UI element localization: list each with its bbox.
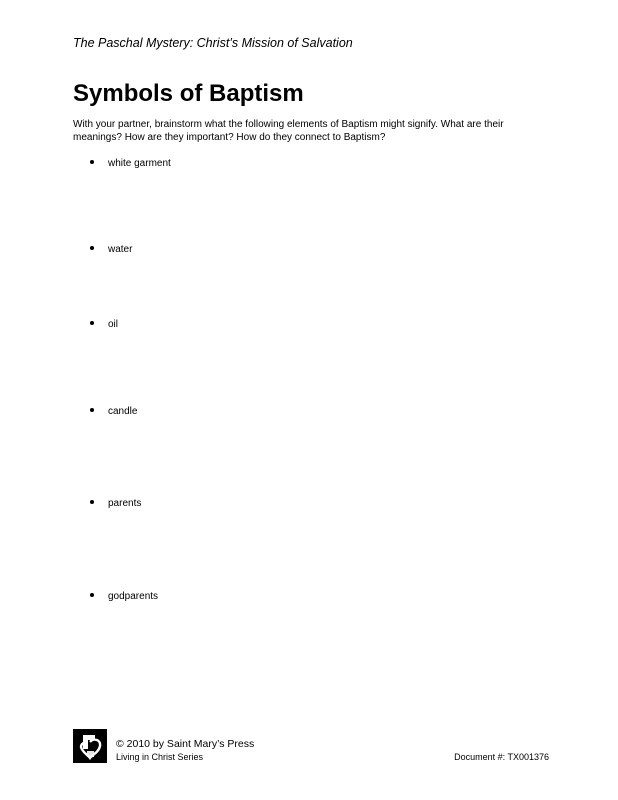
list-item-label: parents bbox=[108, 498, 142, 509]
list-item-label: godparents bbox=[108, 591, 159, 602]
running-header: The Paschal Mystery: Christ’s Mission of Salvation bbox=[73, 36, 353, 50]
list-item-label: water bbox=[108, 244, 133, 255]
bullet-icon bbox=[90, 500, 94, 504]
page-title: Symbols of Baptism bbox=[73, 80, 304, 107]
list-item-godparents bbox=[90, 591, 158, 603]
bullet-icon bbox=[90, 160, 94, 164]
list-item-white-garment bbox=[90, 158, 171, 170]
bullet-icon bbox=[90, 408, 94, 412]
list-item-parents bbox=[90, 498, 141, 510]
bullet-icon bbox=[90, 246, 94, 250]
bullet-icon bbox=[90, 321, 94, 325]
instructions-text: With your partner, brainstorm what the following elements of Baptism might signify. What are their meanings? How are they important? How do they connect to Baptism? bbox=[73, 119, 504, 143]
publisher-logo-icon bbox=[73, 729, 107, 763]
publisher-logo-graphic bbox=[73, 729, 107, 763]
footer-copyright: © 2010 by Saint Mary’s Press bbox=[116, 738, 255, 750]
list-item-label: white garment bbox=[108, 158, 171, 169]
list-item-water bbox=[90, 244, 132, 256]
list-item-label: candle bbox=[108, 406, 138, 417]
bullet-icon bbox=[90, 593, 94, 597]
list-item-candle bbox=[90, 406, 137, 418]
footer-document-number: Document #: TX001376 bbox=[454, 752, 549, 762]
footer-series: Living in Christ Series bbox=[116, 752, 204, 762]
list-item-oil bbox=[90, 319, 118, 331]
list-item-label: oil bbox=[108, 319, 119, 330]
